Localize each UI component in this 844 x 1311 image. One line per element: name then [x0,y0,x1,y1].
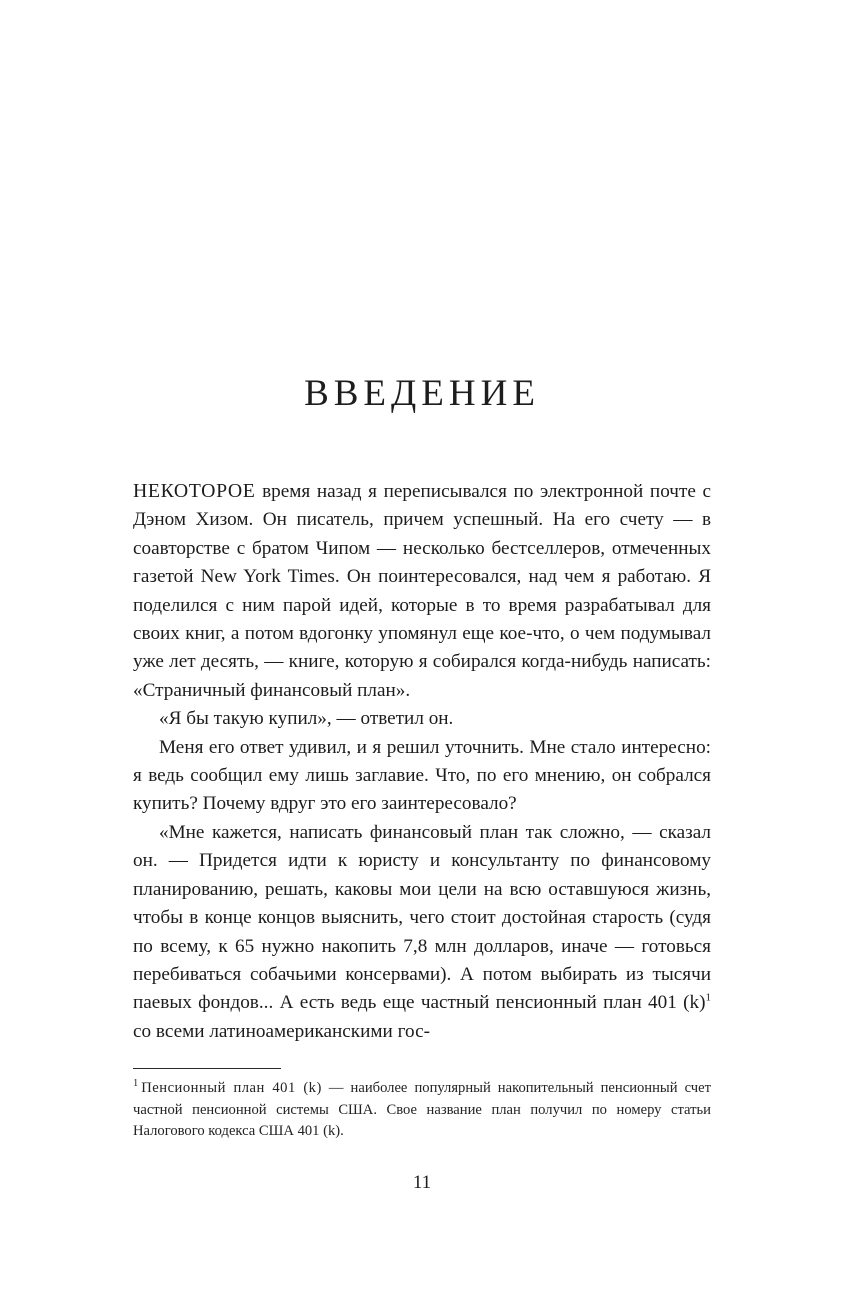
footnote-divider [133,1068,281,1069]
paragraph-1-text: время назад я переписывался по электронной почте с Дэном Хизом. Он писатель, причем успешный. На его счету — в соавторстве с братом Чипом — несколько бестселлеров, отмеченных газетой New York Times. Он поинтересовался, над чем я работаю. Я поделился с ним парой идей, которые в то время разрабатывал для своих книг, а потом вдогонку упомянул еще кое-что, о чем подумывал уже лет десять, — книге, которую я собирался когда-нибудь написать: «Страничный финансовый план». [133,481,711,701]
page-title: ВВЕДЕНИЕ [304,373,540,414]
page-number: 11 [412,1172,432,1193]
footnote-reference[interactable]: 1 [705,991,711,1004]
footnote-term: Пенсионный план 401 (k) [141,1080,322,1097]
footnote-body: — наиболее популярный накопительный пенсионный счет частной пенсионной системы США. Свое название план получил по номеру статьи Налогового кодекса США 401 (k). [133,1080,711,1140]
footnote-marker: 1 [133,1078,139,1090]
paragraph-1 [133,477,711,705]
paragraph-4-text: «Мне кажется, написать финансовый план так сложно, — сказал он. — Придется идти к юристу и консультанту по финансовому планированию, решать, каковы мои цели на всю оставшуюся жизнь, чтобы в конце концов выяснить, чего стоит достойная старость (судя по всему, к 65 нужно накопить 7,8 млн долларов, иначе — готовься перебиваться собачьими консервами). А потом выбирать из тысячи паевых фондов... А есть ведь еще частный пенсионный план 401 (k) [133,821,711,1014]
paragraph-4 [133,819,711,1046]
lead-smallcaps: НЕКОТОРОЕ [133,480,256,502]
paragraph-2: «Я бы такую купил», — ответил он. [159,708,454,730]
paragraph-4-text-after: со всеми латиноамериканскими гос- [133,1020,430,1042]
footnote [133,1078,711,1143]
paragraph-3: Меня его ответ удивил, и я решил уточнить. Мне стало интересно: я ведь сообщил ему лишь заглавие. Что, по его мнению, он собрался купить? Почему вдруг это его заинтересовало? [133,736,711,815]
body-text [133,477,711,1046]
